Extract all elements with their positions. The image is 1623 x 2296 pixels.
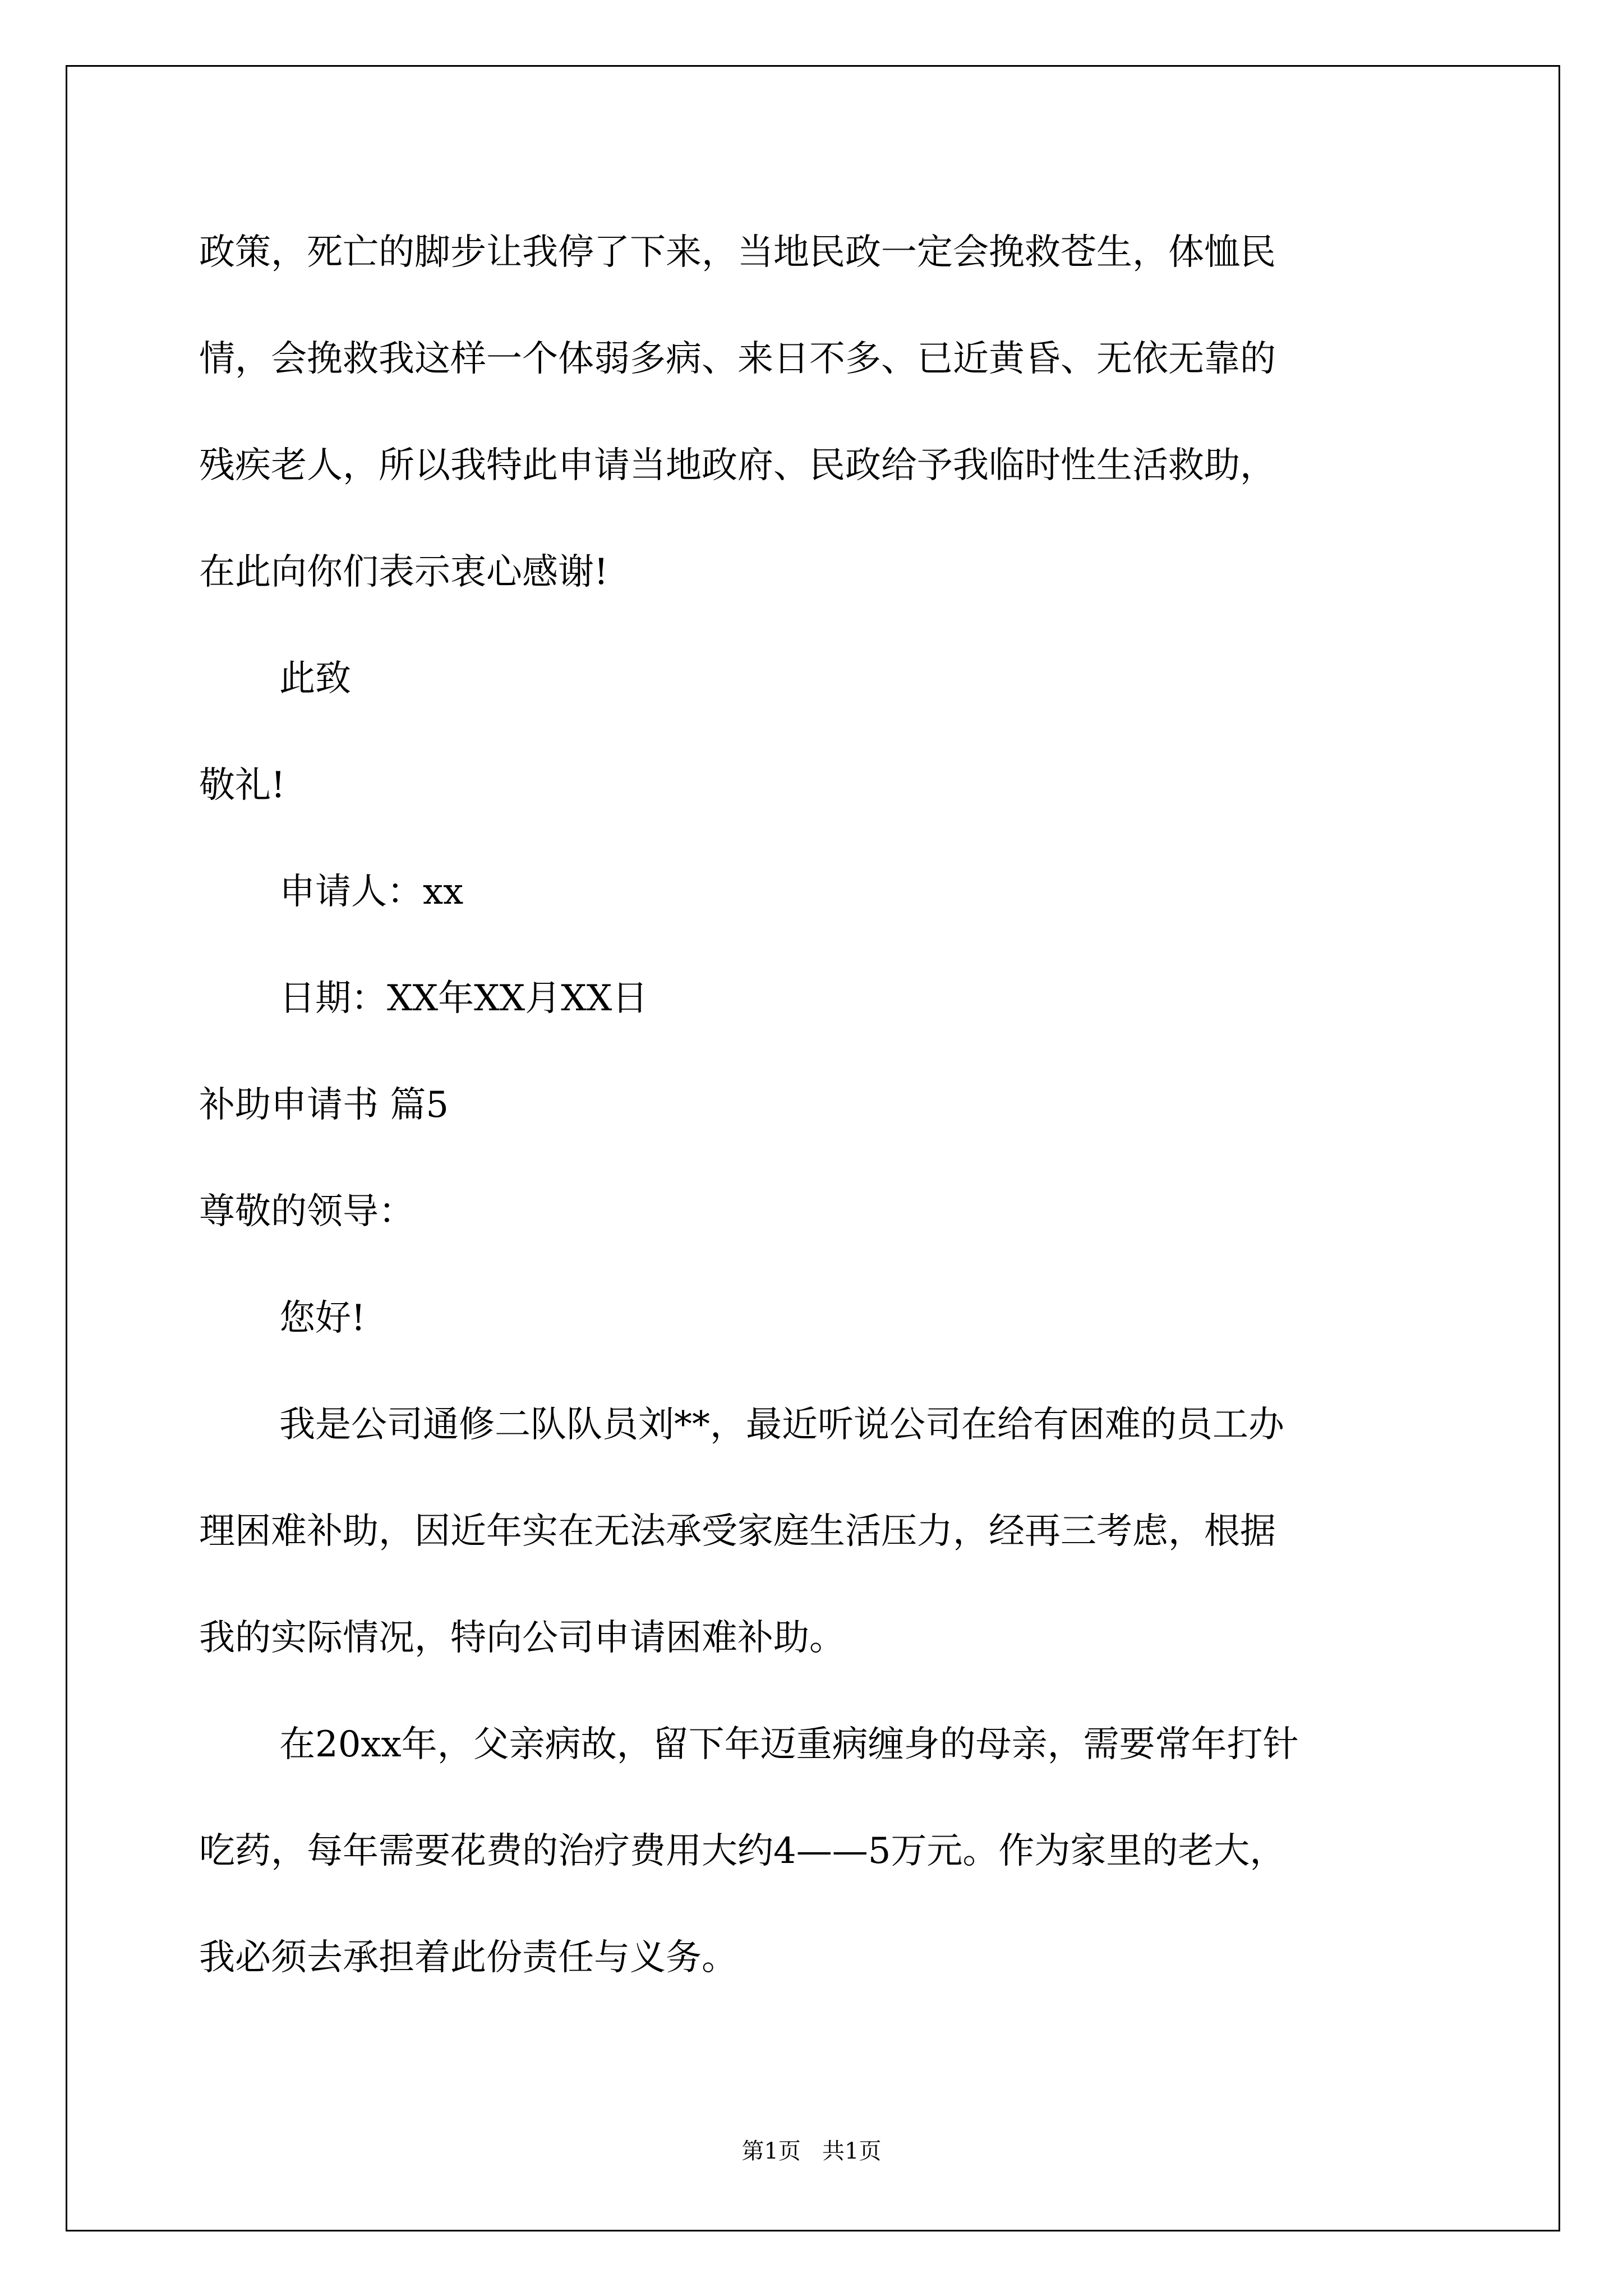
salutation-line: 敬礼! [199, 765, 285, 806]
paragraph-line: 在20xx年，父亲病故，留下年迈重病缠身的母亲，需要常年打针 [279, 1724, 1299, 1765]
page-border [66, 65, 1560, 2231]
page-footer: 第1页 共1页 [741, 2138, 882, 2164]
salutation-line: 此致 [279, 658, 351, 700]
paragraph-line: 情，会挽救我这样一个体弱多病、来日不多、已近黄昏、无依无靠的 [199, 338, 1276, 380]
paragraph-line: 残疾老人，所以我特此申请当地政府、民政给予我临时性生活救助， [199, 445, 1276, 486]
paragraph-line: 在此向你们表示衷心感谢! [199, 551, 608, 593]
greeting-line: 您好! [279, 1297, 366, 1339]
paragraph-line: 吃药，每年需要花费的治疗费用大约4——5万元。作为家里的老大， [199, 1830, 1286, 1872]
section-heading: 补助申请书 篇5 [199, 1084, 449, 1126]
paragraph-line: 我的实际情况，特向公司申请困难补助。 [199, 1617, 845, 1659]
applicant-line: 申请人：xx [279, 871, 464, 913]
greeting-line: 尊敬的领导： [199, 1191, 414, 1232]
paragraph-line: 我必须去承担着此份责任与义务。 [199, 1937, 737, 1978]
paragraph-line: 我是公司通修二队队员刘**，最近听说公司在给有困难的员工办 [279, 1404, 1284, 1446]
date-line: 日期：XX年XX月XX日 [279, 978, 648, 1019]
paragraph-line: 政策，死亡的脚步让我停了下来，当地民政一定会挽救苍生，体恤民 [199, 232, 1276, 273]
paragraph-line: 理困难补助，因近年实在无法承受家庭生活压力，经再三考虑，根据 [199, 1511, 1276, 1552]
